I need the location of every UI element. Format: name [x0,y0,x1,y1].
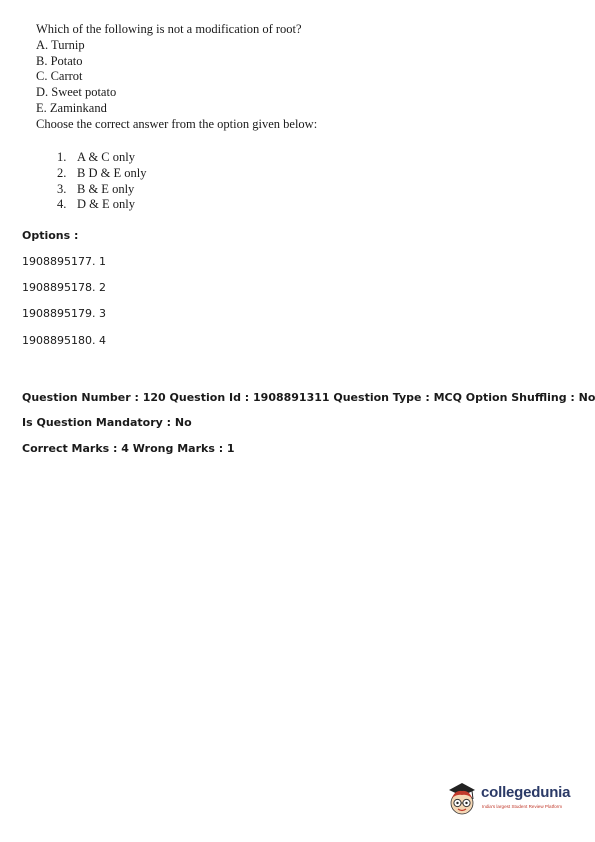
answer-choice [57,166,146,182]
question-stem: Which of the following is not a modification of root? [36,22,302,36]
choice-text: A & C only [77,150,135,164]
answer-choice [57,197,146,213]
question-item-d: D. Sweet potato [36,85,117,100]
answer-choice [57,182,146,198]
question-block [36,22,576,133]
logo-tagline: India's largest Student Review Platform [482,804,563,809]
question-item-c: C. Carrot [36,69,83,84]
logo-wordmark: collegedunia [481,784,571,801]
question-item-b: B. Potato [36,53,83,68]
option-id-2: 1908895178. 2 [22,281,106,294]
answer-choices [57,150,146,213]
option-id-3: 1908895179. 3 [22,307,106,320]
question-meta-line: Question Number : 120 Question Id : 1908891311 Question Type : MCQ Option Shuffling : No [22,391,595,404]
option-id-1: 1908895177. 1 [22,255,106,268]
question-item-a: A. Turnip [36,37,85,52]
option-id-4: 1908895180. 4 [22,334,106,347]
choice-number: 1. [57,150,67,164]
question-item-e: E. Zaminkand [36,100,107,115]
question-instruction: Choose the correct answer from the option given below: [36,116,318,131]
choice-text: B & E only [77,181,135,196]
choice-text: B D & E only [77,165,147,180]
choice-number: 2. [57,165,67,180]
collegedunia-logo [445,780,580,824]
choice-text: D & E only [77,197,135,212]
options-heading: Options : [22,229,79,242]
choice-number: 4. [57,197,67,212]
question-marks-line: Correct Marks : 4 Wrong Marks : 1 [22,442,235,455]
question-mandatory-line: Is Question Mandatory : No [22,416,192,429]
mascot-icon [445,780,479,820]
answer-choice [57,150,146,166]
choice-number: 3. [57,181,67,196]
